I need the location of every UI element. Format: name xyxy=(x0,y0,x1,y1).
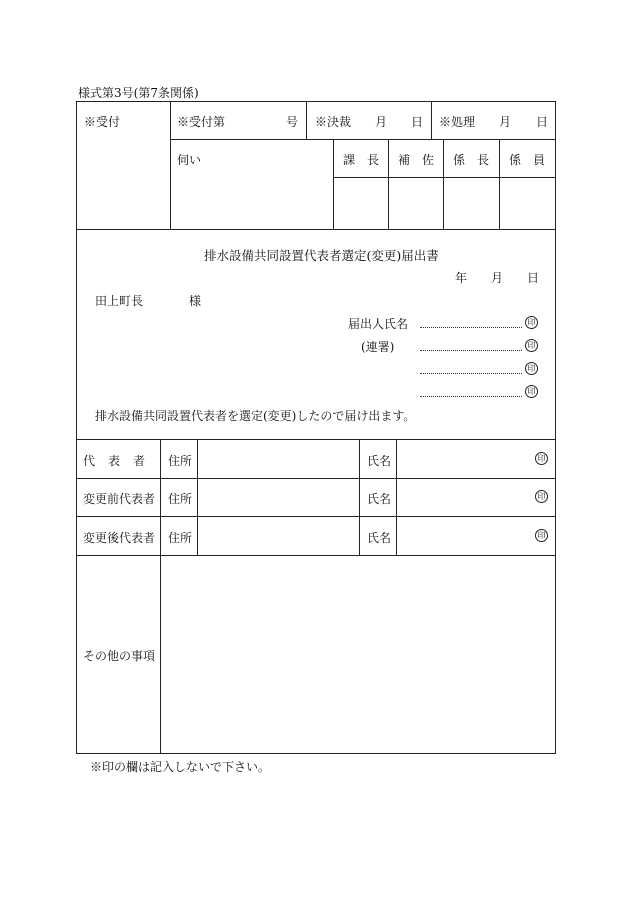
section-divider xyxy=(76,229,556,230)
addressee: 田上町長 xyxy=(95,294,144,308)
new-representative-address-field[interactable] xyxy=(198,517,358,554)
col-divider xyxy=(431,101,432,139)
date-month: 月 xyxy=(491,271,504,285)
processing-month: 月 xyxy=(499,115,512,129)
signature-line[interactable] xyxy=(420,396,522,397)
row-label-new-representative: 変更後代表者 xyxy=(83,531,156,545)
date-year: 年 xyxy=(455,271,468,285)
representative-name-field[interactable] xyxy=(397,440,533,477)
processing-day: 日 xyxy=(536,115,549,129)
name-label: 氏名 xyxy=(367,492,392,506)
role-kakariin: 係員 xyxy=(509,153,558,167)
form-number: 様式第3号(第7条関係) xyxy=(78,86,199,100)
name-label: 氏名 xyxy=(367,454,392,468)
outer-top-border xyxy=(76,101,556,102)
name-label: 氏名 xyxy=(367,531,392,545)
role-divider xyxy=(333,177,556,178)
outer-right-border xyxy=(555,101,556,754)
signature-line[interactable] xyxy=(420,373,522,374)
representative-address-field[interactable] xyxy=(198,440,358,477)
seal-mark-icon: 印 xyxy=(535,490,548,503)
seal-mark-icon: 印 xyxy=(525,385,538,398)
role-kakaricho: 係長 xyxy=(453,153,502,167)
processing-label: ※処理 xyxy=(439,115,476,129)
col-divider xyxy=(170,101,171,229)
other-matters-label: その他の事項 xyxy=(83,649,156,663)
row-label-representative: 代表者 xyxy=(83,454,159,468)
address-label: 住所 xyxy=(168,531,193,545)
prev-representative-address-field[interactable] xyxy=(198,479,358,515)
role-kacho: 課長 xyxy=(343,153,392,167)
prev-representative-name-field[interactable] xyxy=(397,479,533,515)
outer-left-border xyxy=(76,101,77,754)
col-divider xyxy=(333,139,334,229)
decision-label: ※決裁 xyxy=(315,115,352,129)
decision-day: 日 xyxy=(411,115,424,129)
role-hosa: 補佐 xyxy=(398,153,447,167)
new-representative-name-field[interactable] xyxy=(397,517,533,554)
receipt-no-suffix: 号 xyxy=(286,115,299,129)
other-matters-field[interactable] xyxy=(161,556,554,752)
seal-mark-icon: 印 xyxy=(535,452,548,465)
row-label-prev-representative: 変更前代表者 xyxy=(83,492,156,506)
col-divider xyxy=(306,101,307,139)
applicant-label: 届出人氏名 xyxy=(348,317,409,331)
seal-mark-icon: 印 xyxy=(525,339,538,352)
seal-mark-icon: 印 xyxy=(525,316,538,329)
signature-line[interactable] xyxy=(420,350,522,351)
footnote: ※印の欄は記入しないで下さい。 xyxy=(90,760,271,774)
statement: 排水設備共同設置代表者を選定(変更)したので届け出ます。 xyxy=(95,409,416,423)
date-day: 日 xyxy=(527,271,540,285)
inquiry-label: 伺い xyxy=(177,153,202,167)
receipt-no-label: ※受付第 xyxy=(177,115,226,129)
outer-bottom-border xyxy=(76,753,556,754)
col-divider xyxy=(359,439,360,555)
joint-signature-label: (連署) xyxy=(361,340,395,354)
decision-month: 月 xyxy=(375,115,388,129)
seal-mark-icon: 印 xyxy=(525,362,538,375)
doc-title: 排水設備共同設置代表者選定(変更)届出書 xyxy=(204,248,439,263)
address-label: 住所 xyxy=(168,492,193,506)
address-label: 住所 xyxy=(168,454,193,468)
signature-line[interactable] xyxy=(420,327,522,328)
seal-mark-icon: 印 xyxy=(535,529,548,542)
honorific: 様 xyxy=(189,294,202,308)
receipt-label: ※受付 xyxy=(84,115,121,129)
